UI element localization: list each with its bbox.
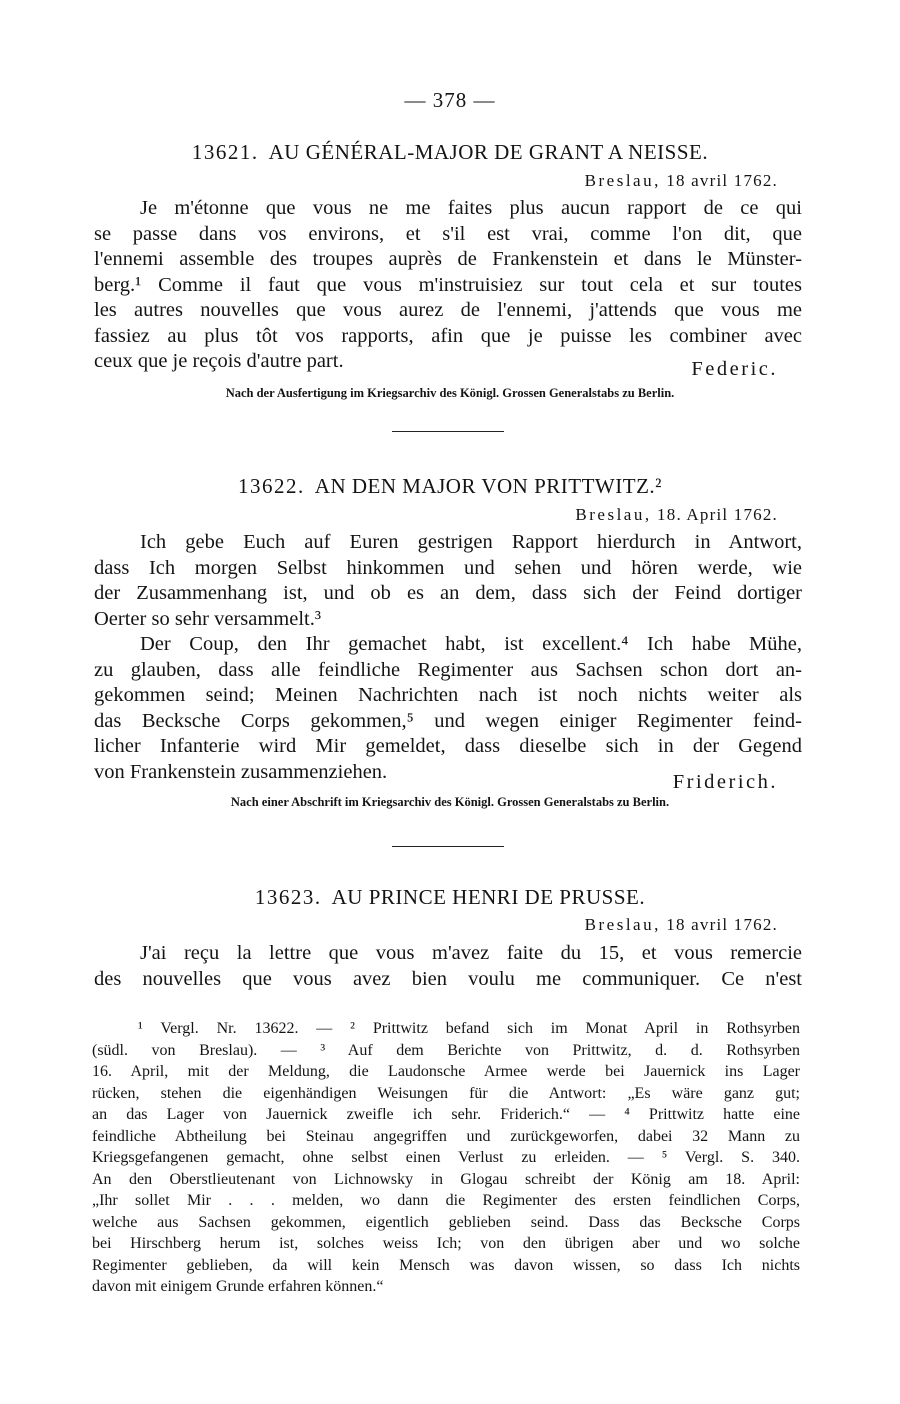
letter-dateline <box>575 505 778 525</box>
body-line: von Frankenstein zusammenziehen. <box>94 760 388 783</box>
letter-date: 18 avril 1762. <box>666 915 778 934</box>
page-number: — 378 — <box>404 88 496 112</box>
body-line: licher Infanterie wird Mir gemeldet, dass dieselbe sich in der Gegend <box>94 735 802 757</box>
footnote-line: Regimenter geblieben, da will kein Mensch was davon wissen, so dass Ich nichts <box>92 1256 800 1274</box>
letter-title: AU GÉNÉRAL-MAJOR DE GRANT A NEISSE. <box>268 140 709 164</box>
letter-date: 18 avril 1762. <box>666 171 778 190</box>
footnote-line: Kriegsgefangenen gemacht, ohne selbst einen Verlust zu erleiden. — ⁵ Vergl. S. 340. <box>92 1149 800 1166</box>
letter-body <box>94 196 802 375</box>
footnote-line: rücken, stehen die eigenhändigen Weisungen für die Antwort: „Es wäre ganz gut; <box>92 1084 800 1102</box>
section-divider <box>392 846 504 847</box>
letter-number: 13621. <box>191 140 259 164</box>
footnote-line: an das Lager von Jauernick zweifle ich sehr. Friderich.“ — ⁴ Prittwitz hatte eine <box>92 1106 800 1123</box>
letter-heading <box>0 474 900 499</box>
letter-body <box>94 530 802 785</box>
letter-date: 18. April 1762. <box>657 505 778 524</box>
body-line: J'ai reçu la lettre que vous m'avez faite du 15, et vous remercie <box>140 942 802 964</box>
footnote-line: An den Oberstlieutenant von Lichnowsky in Glogau schreibt der König am 18. April: <box>92 1170 800 1188</box>
body-line: dass Ich morgen Selbst hinkommen und sehen und hören werde, wie <box>94 556 802 579</box>
footnote-line: feindliche Abtheilung bei Steinau angegriffen und zurückgeworfen, dabei 32 Mann zu <box>92 1127 800 1145</box>
letter-dateline <box>585 171 778 191</box>
letter-place: Breslau, <box>584 171 661 190</box>
letter-signature: Friderich. <box>672 771 778 793</box>
footnote-line: bei Hirschberg herum ist, solches weiss Ich; von den übrigen aber und wo solche <box>92 1235 800 1252</box>
letter-title: AN DEN MAJOR VON PRITTWITZ.² <box>314 474 662 498</box>
letter-dateline <box>585 915 778 935</box>
letter-heading <box>0 140 900 165</box>
footnotes <box>92 1018 800 1298</box>
body-line: l'ennemi assemble des troupes auprès de Frankenstein et dans le Münster- <box>94 248 802 270</box>
body-line: Je m'étonne que vous ne me faites plus aucun rapport de ce qui <box>140 197 802 219</box>
body-line: fassiez au plus tôt vos rapports, afin que je puisse les combiner avec <box>94 324 802 347</box>
body-line: ceux que je reçois d'autre part. <box>94 350 344 372</box>
footnote-line: davon mit einigem Grunde erfahren können.“ <box>92 1278 384 1295</box>
body-line: der Zusammenhang ist, und ob es an dem, dass sich der Feind dortiger <box>94 582 802 604</box>
letter-number: 13623. <box>254 885 322 909</box>
body-line: les autres nouvelles que vous aurez de l'ennemi, j'attends que vous me <box>94 299 802 321</box>
footnote-line: ¹ Vergl. Nr. 13622. — ² Prittwitz befand sich im Monat April in Rothsyrben <box>138 1020 800 1037</box>
letter-body <box>94 941 802 992</box>
body-line: se passe dans vos environs, et s'il est vrai, comme l'on dit, que <box>94 222 802 245</box>
footnote-line: „Ihr sollet Mir . . . melden, wo dann die Regimenter des ersten feindlichen Corps, <box>92 1192 800 1209</box>
footnote-line: (südl. von Breslau). — ³ Auf dem Berichte von Prittwitz, d. d. Rothsyrben <box>92 1041 800 1059</box>
body-line: gekommen seind; Meinen Nachrichten nach ist noch nichts weiter als <box>94 684 802 706</box>
section-divider <box>392 431 504 432</box>
letter-source: Nach der Ausfertigung im Kriegsarchiv des Königl. Grossen Generalstabs zu Berlin. <box>225 386 675 400</box>
letter-place: Breslau, <box>575 505 652 524</box>
body-line: Oerter so sehr versammelt.³ <box>94 607 322 630</box>
letter-place: Breslau, <box>584 915 661 934</box>
body-line: Der Coup, den Ihr gemachet habt, ist excellent.⁴ Ich habe Mühe, <box>140 633 802 655</box>
letter-title: AU PRINCE HENRI DE PRUSSE. <box>331 885 646 909</box>
body-line: berg.¹ Comme il faut que vous m'instruisiez sur tout cela et sur toutes <box>94 273 802 296</box>
body-line: das Becksche Corps gekommen,⁵ und wegen einiger Regimenter feind- <box>94 709 802 732</box>
body-line: Ich gebe Euch auf Euren gestrigen Rapport hierdurch in Antwort, <box>140 531 802 553</box>
body-line: zu glauben, dass alle feindliche Regimenter aus Sachsen schon dort an- <box>94 658 802 681</box>
letter-heading <box>0 885 900 910</box>
footnote-line: 16. April, mit der Meldung, die Laudonsche Armee werde bei Jauernick ins Lager <box>92 1063 800 1080</box>
footnote-line: welche aus Sachsen gekommen, eigentlich geblieben seind. Dass das Becksche Corps <box>92 1213 800 1231</box>
letter-source: Nach einer Abschrift im Kriegsarchiv des Königl. Grossen Generalstabs zu Berlin. <box>230 795 670 809</box>
body-line: des nouvelles que vous avez bien voulu me communiquer. Ce n'est <box>94 967 802 990</box>
letter-signature: Federic. <box>691 358 778 380</box>
letter-number: 13622. <box>238 474 305 498</box>
